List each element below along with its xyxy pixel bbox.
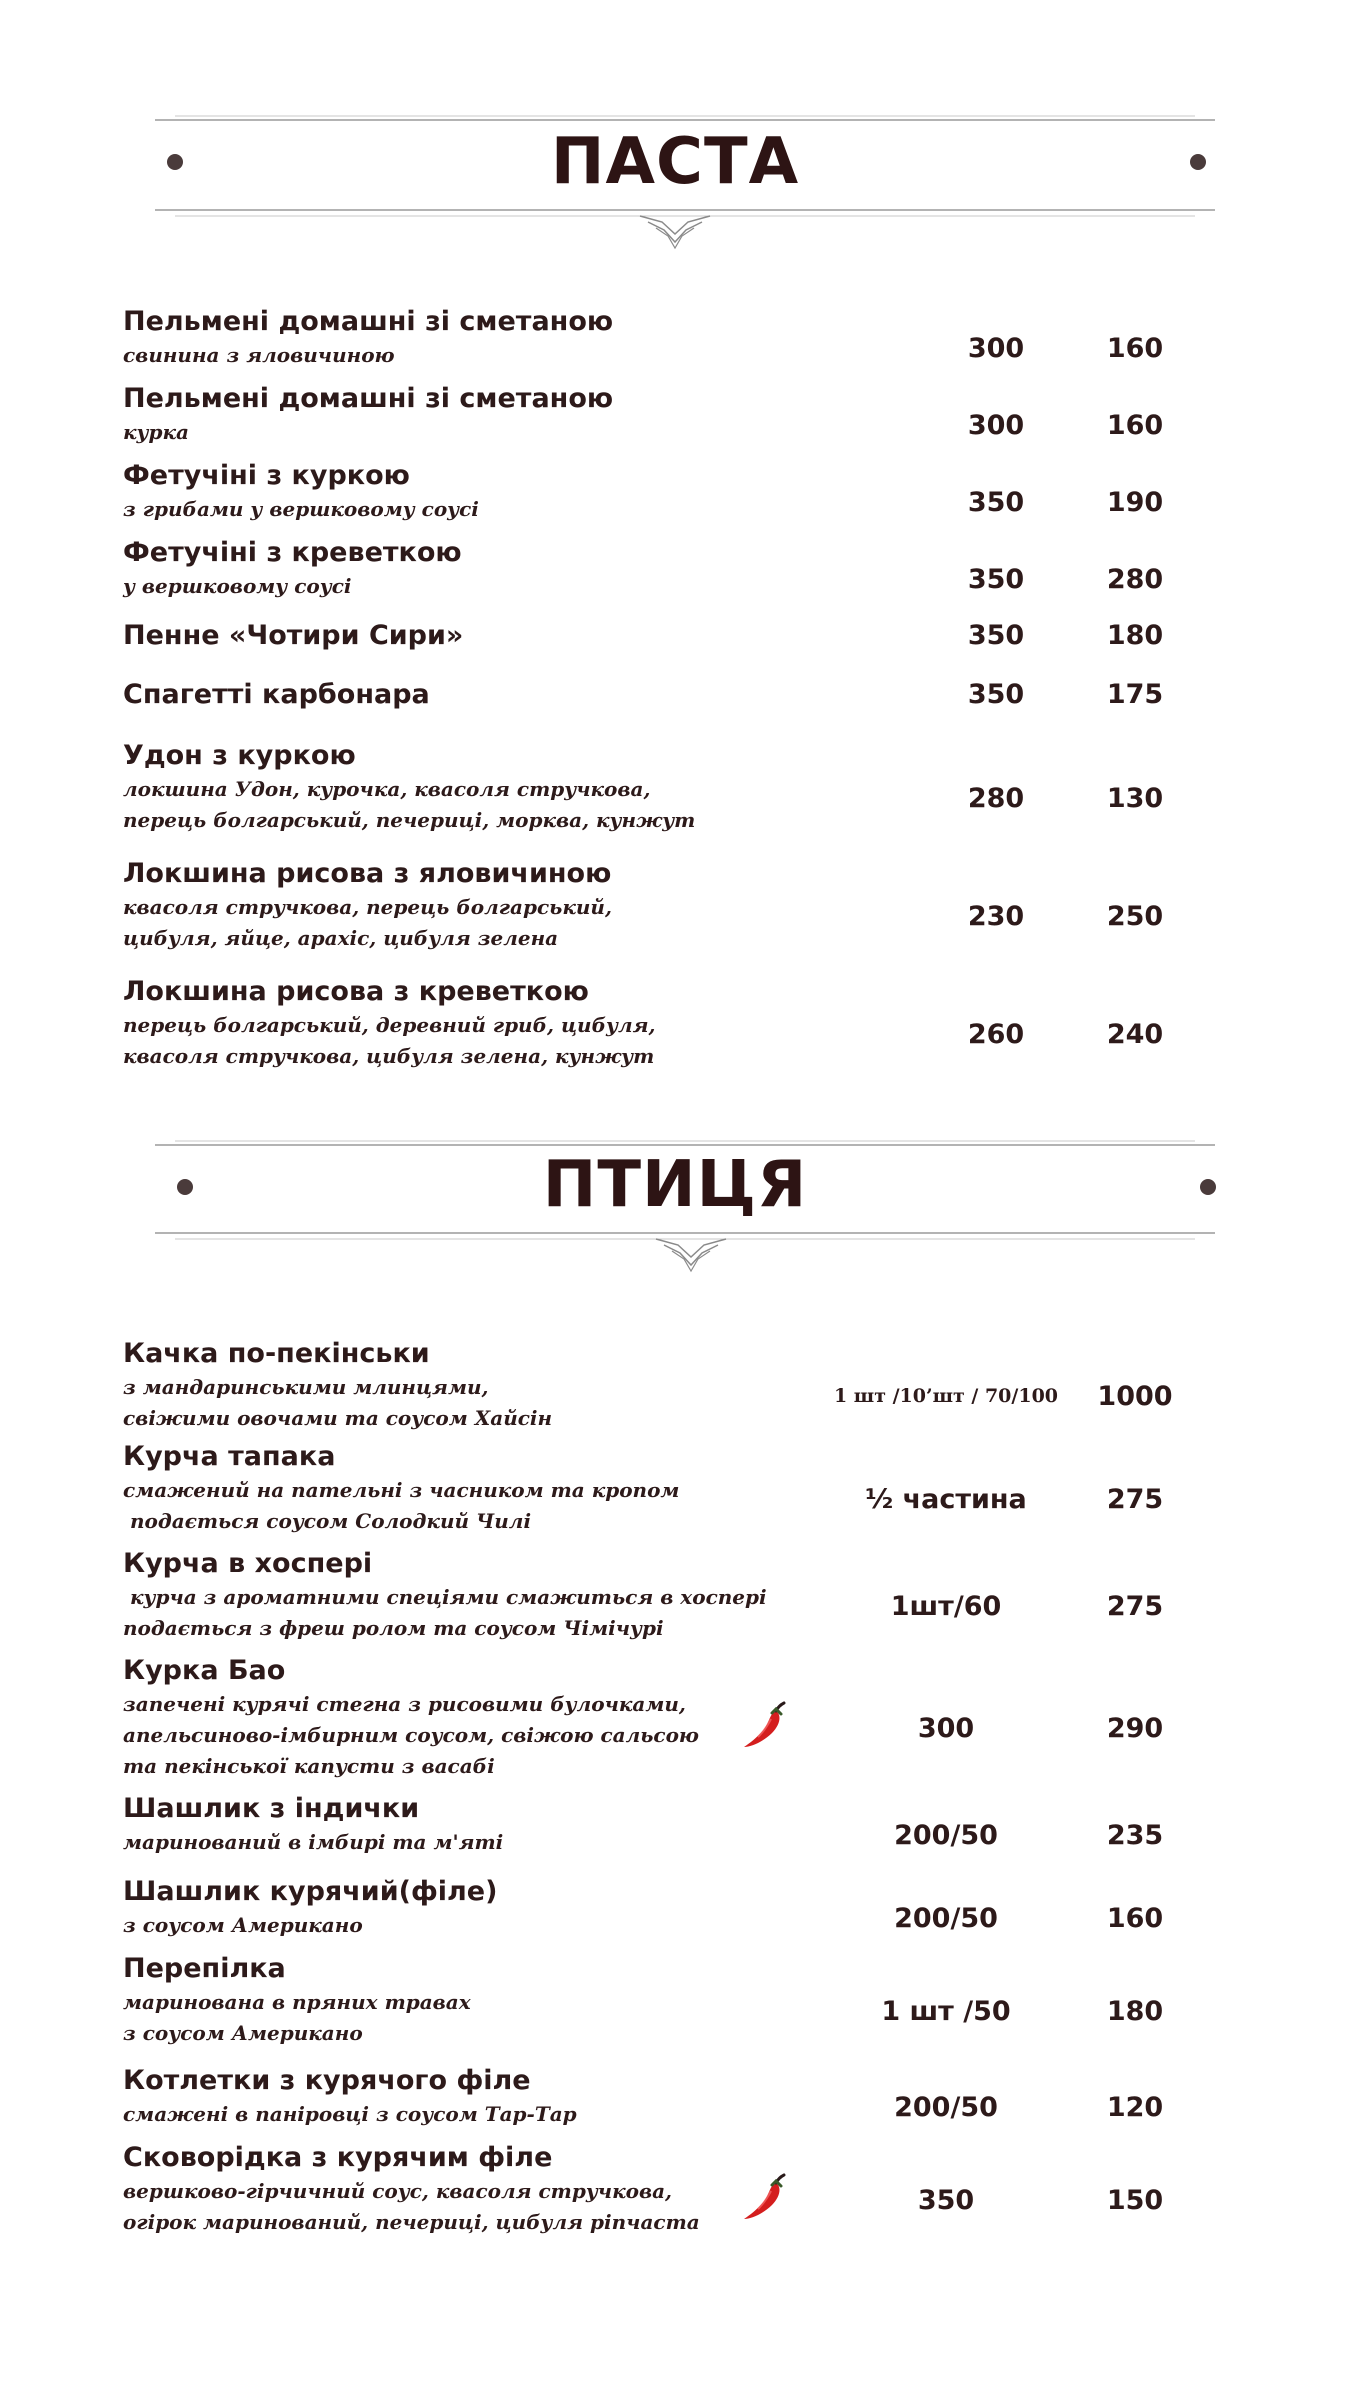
menu-item-name: Шашлик курячий(філе) bbox=[123, 1876, 498, 1907]
menu-item-price: 160 bbox=[1106, 333, 1164, 364]
menu-item bbox=[0, 620, 1350, 660]
menu-item-weight: 200/50 bbox=[894, 2092, 998, 2123]
menu-item-weight: 280 bbox=[967, 783, 1025, 814]
menu-item-description: запечені курячі стегна з рисовими булочками, апельсиново-імбирним соусом, свіжою сальсою та пекінської капусти з васабі bbox=[123, 1692, 699, 1778]
menu-item-weight: ½ частина bbox=[865, 1484, 1027, 1515]
menu-item-weight: 350 bbox=[917, 2185, 975, 2216]
menu-item bbox=[0, 740, 1350, 840]
menu-item-name: Качка по-пекінськи bbox=[123, 1338, 430, 1369]
menu-item-name: Курча в хоспері bbox=[123, 1548, 373, 1579]
menu-item-price: 130 bbox=[1106, 783, 1164, 814]
menu-item bbox=[0, 1548, 1350, 1638]
menu-item-weight: 200/50 bbox=[894, 1903, 998, 1934]
menu-item-description: вершково-гірчичний соус, квасоля стручкова, огірок маринований, печериці, цибуля ріпчаста bbox=[123, 2179, 700, 2234]
menu-item bbox=[0, 537, 1350, 607]
section-title-poultry: ПТИЦЯ bbox=[542, 1148, 808, 1222]
menu-item-price: 235 bbox=[1106, 1820, 1164, 1851]
section-title-pasta: ПАСТА bbox=[550, 125, 800, 199]
menu-item-description: з соусом Американо bbox=[123, 1913, 363, 1937]
menu-item-name: Спагетті карбонара bbox=[123, 679, 430, 710]
menu-item-price: 275 bbox=[1106, 1484, 1164, 1515]
menu-item-price: 240 bbox=[1106, 1019, 1164, 1050]
menu-item bbox=[0, 1655, 1350, 1778]
menu-item bbox=[0, 1876, 1350, 1936]
menu-item bbox=[0, 1338, 1350, 1428]
pasta-section-header bbox=[0, 110, 1350, 270]
poultry-section-header bbox=[0, 1133, 1350, 1293]
menu-item-description: з грибами у вершковому соусі bbox=[123, 497, 479, 521]
menu-item-weight: 300 bbox=[967, 410, 1025, 441]
menu-item bbox=[0, 1441, 1350, 1531]
menu-item-weight: 350 bbox=[967, 487, 1025, 518]
menu-item-name: Пенне «Чотири Сири» bbox=[123, 620, 464, 651]
menu-item-price: 150 bbox=[1106, 2185, 1164, 2216]
menu-item bbox=[0, 460, 1350, 530]
menu-item-price: 250 bbox=[1106, 901, 1164, 932]
menu-item-price: 1000 bbox=[1097, 1381, 1173, 1412]
menu-item-weight: 300 bbox=[917, 1713, 975, 1744]
menu-item-description: маринований в імбирі та м'яті bbox=[123, 1830, 504, 1854]
menu-item-description: курка bbox=[123, 420, 189, 444]
menu-item-weight: 260 bbox=[967, 1019, 1025, 1050]
menu-item-description: курча з ароматними спеціями смажиться в хоспері подається з фреш ролом та соусом Чімічурі bbox=[123, 1585, 767, 1640]
menu-item-price: 120 bbox=[1106, 2092, 1164, 2123]
menu-item-name: Удон з куркою bbox=[123, 740, 356, 771]
menu-item-price: 160 bbox=[1106, 410, 1164, 441]
menu-item-name: Пельмені домашні зі сметаною bbox=[123, 383, 614, 414]
menu-item-price: 290 bbox=[1106, 1713, 1164, 1744]
menu-item-description: смажені в паніровці з соусом Тар-Тар bbox=[123, 2102, 577, 2126]
menu-item bbox=[0, 858, 1350, 958]
menu-item-name: Перепілка bbox=[123, 1953, 286, 1984]
menu-item bbox=[0, 679, 1350, 719]
menu-item-name: Локшина рисова з креветкою bbox=[123, 976, 589, 1007]
menu-item bbox=[0, 383, 1350, 453]
menu-item-weight: 1шт/60 bbox=[890, 1591, 1002, 1622]
menu-item-name: Курка Бао bbox=[123, 1655, 286, 1686]
menu-item bbox=[0, 1953, 1350, 2043]
menu-item-weight: 1 шт /10’шт / 70/100 bbox=[833, 1385, 1059, 1407]
menu-item bbox=[0, 976, 1350, 1076]
menu-item-name: Курча тапака bbox=[123, 1441, 336, 1472]
chili-pepper-icon bbox=[738, 2173, 790, 2225]
menu-item-name: Шашлик з індички bbox=[123, 1793, 420, 1824]
menu-item-description: смажений на пательні з часником та кропом подається соусом Солодкий Чилі bbox=[123, 1478, 680, 1533]
menu-item-name: Локшина рисова з яловичиною bbox=[123, 858, 612, 889]
menu-item-weight: 350 bbox=[967, 564, 1025, 595]
menu-item-price: 160 bbox=[1106, 1903, 1164, 1934]
menu-item-description: перець болгарський, деревний гриб, цибуля, квасоля стручкова, цибуля зелена, кунжут bbox=[123, 1013, 656, 1068]
menu-item-description: локшина Удон, курочка, квасоля стручкова, перець болгарський, печериці, морква, кунжут bbox=[123, 777, 696, 832]
menu-item-price: 180 bbox=[1106, 1996, 1164, 2027]
menu-item-description: квасоля стручкова, перець болгарський, цибуля, яйце, арахіс, цибуля зелена bbox=[123, 895, 612, 950]
menu-item-weight: 200/50 bbox=[894, 1820, 998, 1851]
menu-item bbox=[0, 2065, 1350, 2125]
menu-item-description: свинина з яловичиною bbox=[123, 343, 395, 367]
menu-item-price: 275 bbox=[1106, 1591, 1164, 1622]
menu-item-weight: 350 bbox=[967, 620, 1025, 651]
menu-item-description: у вершковому соусі bbox=[123, 574, 352, 598]
menu-item-name: Фетучіні з куркою bbox=[123, 460, 410, 491]
menu-item-name: Пельмені домашні зі сметаною bbox=[123, 306, 614, 337]
menu-item-price: 280 bbox=[1106, 564, 1164, 595]
menu-item-weight: 1 шт /50 bbox=[881, 1996, 1011, 2027]
menu-item-name: Фетучіні з креветкою bbox=[123, 537, 462, 568]
chili-pepper-icon bbox=[738, 1701, 790, 1753]
menu-item-price: 190 bbox=[1106, 487, 1164, 518]
menu-item-description: з мандаринськими млинцями, свіжими овочами та соусом Хайсін bbox=[123, 1375, 553, 1430]
menu-item-name: Котлетки з курячого філе bbox=[123, 2065, 531, 2096]
menu-item bbox=[0, 2142, 1350, 2232]
menu-item-weight: 300 bbox=[967, 333, 1025, 364]
menu-item-description: маринована в пряних травах з соусом Американо bbox=[123, 1990, 471, 2045]
menu-item bbox=[0, 306, 1350, 376]
menu-item-price: 180 bbox=[1106, 620, 1164, 651]
menu-item-price: 175 bbox=[1106, 679, 1164, 710]
menu-item-weight: 350 bbox=[967, 679, 1025, 710]
menu-item bbox=[0, 1793, 1350, 1853]
menu-item-weight: 230 bbox=[967, 901, 1025, 932]
menu-item-name: Сковорідка з курячим філе bbox=[123, 2142, 553, 2173]
